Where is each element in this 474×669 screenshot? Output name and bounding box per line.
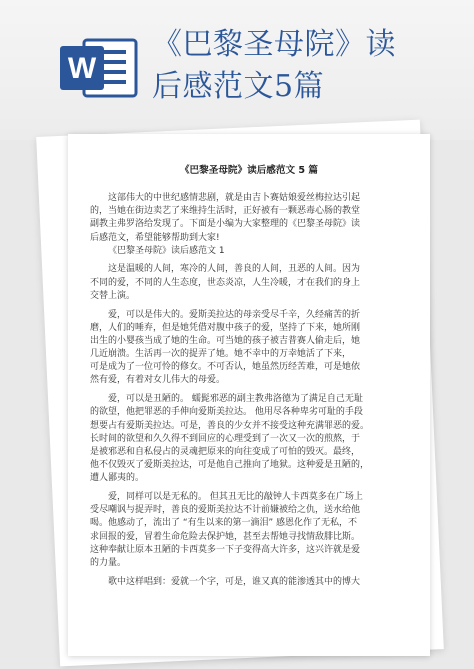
text-line: 想要占有爱斯美拉达。可是，善良的少女并不接受这种充满罪恶的爱。 [90,420,370,431]
section-heading: 《巴黎圣母院》读后感范文 1 [108,245,225,256]
text-line: 歌中这样唱到：爱就一个字，可是，谁又真的能渗透其中的博大 [108,576,361,587]
banner-title [152,24,474,108]
text-line: 这部伟大的中世纪感情悲剧，就是由吉卜赛姑娘爱丝梅拉达引起 [108,193,361,203]
svg-text:W: W [67,52,97,85]
text-line: 磨，人们的唾弃，但是她凭借对腹中孩子的爱，坚持了下来，她所刚 [90,322,361,333]
text-line: 出生的小婴孩当成了她的生命。可当她的孩子被吉普赛人偷走后，她 [90,335,361,346]
text-line: 这是温暖的人间，寒冷的人间，善良的人间，丑恶的人间。因为 [108,264,361,275]
document-page [68,134,430,656]
text-line: 求回报的爱，冒着生命危险去保护她，甚至去帮她寻找情敌腓比斯。 [90,531,361,542]
text-line: 这种奉献让原本丑陋的卡西莫多一下子变得高大许多，这兴许就是爱 [90,544,361,555]
text-line: 后感范文，希望能够帮助到大家! [90,232,220,243]
text-line: 喝。他感动了，流出了 “有生以来的第一滴泪” 感恩化作了无私，不 [90,518,358,529]
document-title: 《巴黎圣母院》读后感范文 5 篇 [179,165,319,176]
text-line: 的，当她在街边卖艺了来维持生活时，正好被有一颗恶毒心肠的教堂 [90,206,361,217]
document-body [90,192,410,589]
text-line: 长时间的欲望和久久得不到回应的心理受到了一次又一次的煎熬，于 [90,433,361,444]
text-line: 他不仅毁灭了爱斯美拉达，可是他自己推向了地狱。这种爱是丑陋的， [90,460,370,471]
text-line: 然有爱，有着对女儿伟大的母爱。 [90,375,226,386]
banner-title-line-2: 后感范文5篇 [152,69,325,104]
banner [0,0,474,140]
text-line: 不同的爱，不同的人生态度，世态炎凉，人生冷暖，才在我们的身上 [90,277,361,288]
text-line: 是被邪恶和自私侵占的灵魂把原来的向往变成了可怕的毁灭。最终， [90,446,361,457]
text-line: 爱，可以是丑陋的。 蠕髭邪恶的副主教弗洛德为了满足自己无耻 [108,394,363,405]
text-line: 的欲望，他把罪恶的手伸向爱斯美拉达。 他用尽各种卑劣可耻的手段 [90,407,363,418]
text-line: 交替上演。 [90,290,136,301]
text-line: 爱，同样可以是无私的。 但其丑无比的敲钟人卡西莫多在广场上 [108,491,363,502]
text-line: 爱，可以是伟大的。爱斯美拉达的母亲受尽千辛，久经痛苦的折 [108,309,361,320]
text-line: 可是成为了一位可怜的修女。不可否认，她虽然历经苦难，可是她依 [90,362,361,373]
text-line: 遭人鄙夷的。 [90,473,145,484]
word-icon [60,36,140,100]
text-line: 副教主弗罗洛给发现了。下面是小编为大家整理的《巴黎圣母院》读 [90,219,361,230]
text-line: 受尽嘲讽与捉弄时，善良的爱斯美拉达不计前嫌被给之仇，送水给他 [90,505,361,516]
text-line: 的力量。 [90,557,127,568]
text-line: 几近崩溃。生活再一次的捉弄了她。她不幸中的万幸她活了下来， [90,349,352,360]
banner-title-line-1: 《巴黎圣母院》读 [152,27,396,62]
